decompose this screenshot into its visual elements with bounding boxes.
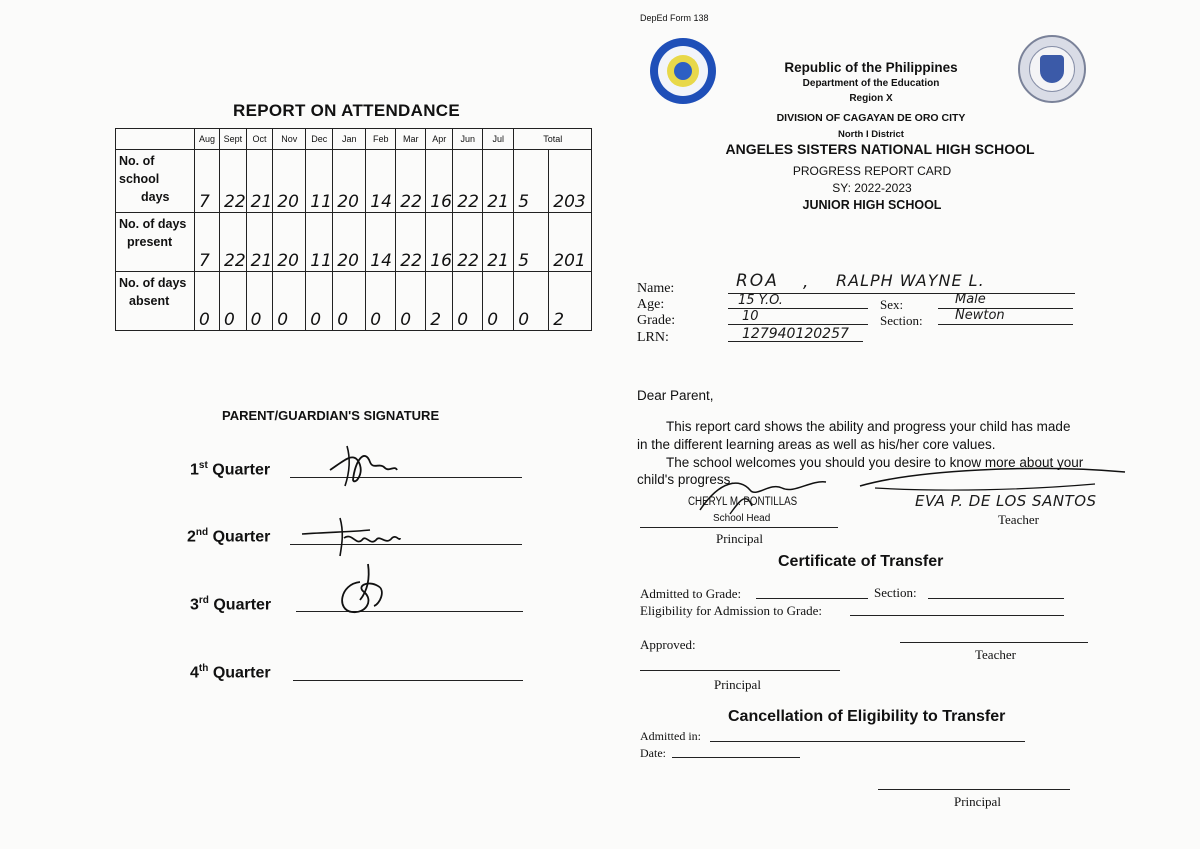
quarter-3-label: 3rd Quarter xyxy=(190,595,272,614)
student-first-name: RALPH WAYNE L. xyxy=(836,271,985,290)
value-cell: 0 xyxy=(366,272,396,331)
value-cell: 21 xyxy=(246,150,273,213)
letter-line-2: in the different learning areas as well as his/her core values. xyxy=(637,437,996,452)
days-absent-label: No. of days absent xyxy=(116,272,195,331)
value-cell: 21 xyxy=(483,213,514,272)
value-cell: 20 xyxy=(273,213,306,272)
month-header: Nov xyxy=(273,129,306,150)
report-title: PROGRESS REPORT CARD xyxy=(792,164,952,178)
value-cell: 22 xyxy=(453,213,483,272)
cancellation-principal-line xyxy=(878,789,1070,790)
month-header: Mar xyxy=(396,129,426,150)
value-cell: 22 xyxy=(396,150,426,213)
quarter-4-label: 4th Quarter xyxy=(190,663,271,682)
eligibility-label: Eligibility for Admission to Grade: xyxy=(640,603,822,618)
school-head-name: CHERYL M. PONTILLAS xyxy=(688,496,798,508)
date-label: Date: xyxy=(640,746,666,760)
school-days-label: No. of school days xyxy=(116,150,195,213)
department-line: Department of the Education xyxy=(802,78,940,89)
transfer-title: Certificate of Transfer xyxy=(778,553,944,570)
student-age: 15 Y.O. xyxy=(738,293,783,308)
principal-label: Principal xyxy=(716,531,763,546)
value-cell: 14 xyxy=(366,150,396,213)
name-label: Name: xyxy=(637,281,675,296)
transfer-principal-line xyxy=(640,670,840,671)
month-header: Oct xyxy=(246,129,273,150)
transfer-teacher-label: Teacher xyxy=(975,647,1016,662)
value-cell: 5 xyxy=(514,213,549,272)
sex-label: Sex: xyxy=(880,297,904,312)
value-cell: 22 xyxy=(220,150,247,213)
student-lrn: 127940120257 xyxy=(742,326,849,342)
letter-line-4: child's progress. xyxy=(637,472,735,487)
value-cell: 21 xyxy=(483,150,514,213)
attendance-header-row xyxy=(116,129,592,150)
admitted-in-line xyxy=(710,741,1025,742)
student-sex: Male xyxy=(955,292,986,307)
student-last-name: ROA xyxy=(736,271,779,291)
age-label: Age: xyxy=(637,297,665,312)
eligibility-line xyxy=(850,615,1064,616)
grade-line xyxy=(728,324,868,325)
value-cell: 2 xyxy=(426,272,453,331)
transfer-section-label: Section: xyxy=(874,585,917,600)
quarter-1-label: 1st Quarter xyxy=(190,460,271,479)
value-cell: 0 xyxy=(306,272,333,331)
form-number: DepEd Form 138 xyxy=(640,13,709,23)
month-header: Jul xyxy=(483,129,514,150)
total-header: Total xyxy=(514,129,592,150)
value-cell: 0 xyxy=(195,272,220,331)
value-cell: 7 xyxy=(195,150,220,213)
principal-signature-line xyxy=(640,527,838,528)
parent-signature-title: PARENT/GUARDIAN'S SIGNATURE xyxy=(222,408,440,423)
value-cell: 11 xyxy=(306,150,333,213)
value-cell: 20 xyxy=(273,150,306,213)
grade-label: Grade: xyxy=(637,313,676,328)
letter-line-1: This report card shows the ability and progress your child has made xyxy=(666,419,1071,434)
value-cell: 16 xyxy=(426,150,453,213)
student-grade: 10 xyxy=(742,309,759,324)
attendance-table xyxy=(115,128,592,331)
cancellation-principal-label: Principal xyxy=(954,794,1001,809)
date-line xyxy=(672,757,800,758)
value-cell: 0 xyxy=(483,272,514,331)
quarter-1-signature xyxy=(325,440,400,490)
value-cell: 14 xyxy=(366,213,396,272)
approved-label: Approved: xyxy=(640,637,696,652)
value-cell: 0 xyxy=(453,272,483,331)
month-header: Apr xyxy=(426,129,453,150)
district-line: North I District xyxy=(838,129,904,140)
section-label: Section: xyxy=(880,313,923,328)
value-cell: 22 xyxy=(396,213,426,272)
quarter-3-signature xyxy=(330,560,390,618)
month-header: Jan xyxy=(333,129,366,150)
school-days-row xyxy=(116,150,592,213)
value-cell: 7 xyxy=(195,213,220,272)
region-line: Region X xyxy=(849,93,893,104)
division-line: DIVISION OF CAGAYAN DE ORO CITY xyxy=(776,112,966,124)
value-cell: 0 xyxy=(273,272,306,331)
quarter-4-signature-line xyxy=(293,680,523,681)
value-cell: 20 xyxy=(333,213,366,272)
cancellation-title: Cancellation of Eligibility to Transfer xyxy=(728,708,1006,725)
value-cell: 5 xyxy=(514,150,549,213)
report-card-header xyxy=(690,60,1070,212)
level-line: JUNIOR HIGH SCHOOL xyxy=(802,198,942,212)
value-cell: 0 xyxy=(333,272,366,331)
quarter-2-signature xyxy=(300,512,405,560)
school-head-title: School Head xyxy=(713,513,771,524)
admitted-grade-line xyxy=(756,598,868,599)
value-cell: 21 xyxy=(246,213,273,272)
month-header: Jun xyxy=(453,129,483,150)
attendance-title: REPORT ON ATTENDANCE xyxy=(233,101,460,120)
transfer-teacher-line xyxy=(900,642,1088,643)
value-cell: 20 xyxy=(333,150,366,213)
admitted-grade-label: Admitted to Grade: xyxy=(640,586,742,601)
total-cell: 2 xyxy=(549,272,592,331)
value-cell: 0 xyxy=(514,272,549,331)
total-cell: 203 xyxy=(549,150,592,213)
section-line xyxy=(938,324,1073,325)
month-header: Aug xyxy=(195,129,220,150)
student-section: Newton xyxy=(955,308,1005,323)
name-comma: , xyxy=(803,272,809,292)
value-cell: 16 xyxy=(426,213,453,272)
attendance-corner-cell xyxy=(116,129,195,150)
school-name: ANGELES SISTERS NATIONAL HIGH SCHOOL xyxy=(725,141,1035,157)
letter-line-3: The school welcomes you should you desire to know more about your xyxy=(666,455,1084,470)
teacher-name: EVA P. DE LOS SANTOS xyxy=(915,492,1097,510)
letter-greeting: Dear Parent, xyxy=(637,388,714,403)
quarter-2-label: 2nd Quarter xyxy=(187,527,271,546)
month-header: Sept xyxy=(220,129,247,150)
value-cell: 0 xyxy=(396,272,426,331)
value-cell: 0 xyxy=(220,272,247,331)
value-cell: 0 xyxy=(246,272,273,331)
admitted-in-label: Admitted in: xyxy=(640,729,701,743)
republic-line: Republic of the Philippines xyxy=(784,60,958,75)
value-cell: 22 xyxy=(453,150,483,213)
lrn-label: LRN: xyxy=(637,330,669,345)
days-present-label: No. of days present xyxy=(116,213,195,272)
teacher-label: Teacher xyxy=(998,512,1039,527)
month-header: Feb xyxy=(366,129,396,150)
total-cell: 201 xyxy=(549,213,592,272)
school-year: SY: 2022-2023 xyxy=(832,181,912,195)
transfer-section-line xyxy=(928,598,1064,599)
month-header: Dec xyxy=(306,129,333,150)
value-cell: 22 xyxy=(220,213,247,272)
value-cell: 11 xyxy=(306,213,333,272)
transfer-principal-label: Principal xyxy=(714,677,761,692)
days-absent-row xyxy=(116,272,592,331)
days-present-row xyxy=(116,213,592,272)
